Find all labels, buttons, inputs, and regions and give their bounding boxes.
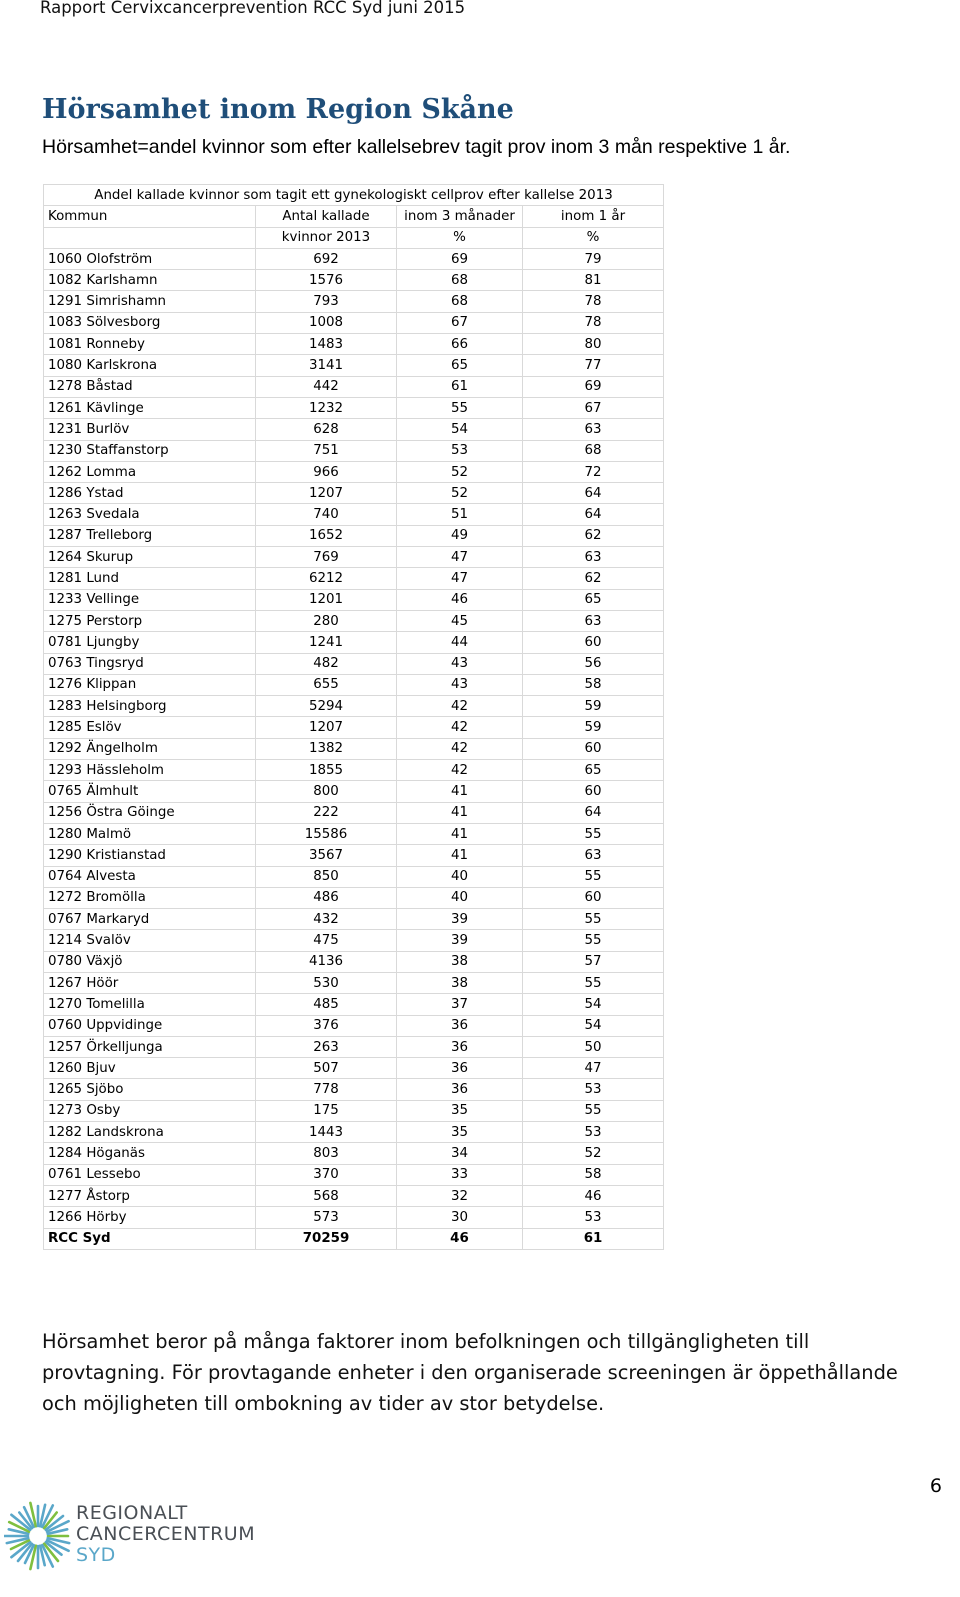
antal-kallade-cell: 222 — [256, 802, 397, 823]
kommun-cell: 1275 Perstorp — [44, 610, 256, 631]
kommun-cell: 1283 Helsingborg — [44, 696, 256, 717]
inom-3-manader-cell: 36 — [397, 1058, 523, 1079]
antal-kallade-cell: 475 — [256, 930, 397, 951]
antal-kallade-cell: 1576 — [256, 270, 397, 291]
inom-3-manader-cell: 37 — [397, 994, 523, 1015]
inom-1-ar-cell: 53 — [523, 1079, 664, 1100]
page-title: Hörsamhet inom Region Skåne — [42, 94, 514, 125]
table-row — [44, 1164, 664, 1185]
kommun-cell: 0761 Lessebo — [44, 1164, 256, 1185]
table-row — [44, 632, 664, 653]
inom-3-manader-cell: 34 — [397, 1143, 523, 1164]
inom-3-manader-cell: 43 — [397, 653, 523, 674]
kommun-cell: 1285 Eslöv — [44, 717, 256, 738]
table-row — [44, 504, 664, 525]
inom-3-manader-cell: 49 — [397, 525, 523, 546]
antal-kallade-cell: 573 — [256, 1207, 397, 1228]
inom-1-ar-cell: 55 — [523, 866, 664, 887]
inom-3-manader-cell: 41 — [397, 823, 523, 844]
inom-3-manader-cell: 43 — [397, 674, 523, 695]
table-caption: Andel kallade kvinnor som tagit ett gynekologiskt cellprov efter kallelse 2013 — [44, 185, 664, 206]
column-subheader-kvinnor: kvinnor 2013 — [256, 227, 397, 248]
inom-1-ar-cell: 60 — [523, 632, 664, 653]
antal-kallade-cell: 850 — [256, 866, 397, 887]
antal-kallade-cell: 1232 — [256, 397, 397, 418]
table-row — [44, 760, 664, 781]
inom-1-ar-cell: 62 — [523, 525, 664, 546]
page-number: 6 — [929, 1475, 942, 1497]
antal-kallade-cell: 751 — [256, 440, 397, 461]
kommun-cell: 0763 Tingsryd — [44, 653, 256, 674]
table-row — [44, 1100, 664, 1121]
table-row — [44, 1036, 664, 1057]
column-subheader-percent-3m: % — [397, 227, 523, 248]
table-caption-row — [44, 185, 664, 206]
antal-kallade-cell: 3141 — [256, 355, 397, 376]
kommun-cell: 1278 Båstad — [44, 376, 256, 397]
kommun-cell: 1262 Lomma — [44, 461, 256, 482]
inom-1-ar-cell: 81 — [523, 270, 664, 291]
kommun-cell: 0767 Markaryd — [44, 909, 256, 930]
inom-1-ar-cell: 55 — [523, 909, 664, 930]
inom-3-manader-cell: 51 — [397, 504, 523, 525]
table-row — [44, 461, 664, 482]
kommun-cell: 1281 Lund — [44, 568, 256, 589]
antal-kallade-cell: 280 — [256, 610, 397, 631]
table-row — [44, 845, 664, 866]
inom-1-ar-cell: 58 — [523, 674, 664, 695]
inom-3-manader-cell: 35 — [397, 1122, 523, 1143]
antal-kallade-cell: 432 — [256, 909, 397, 930]
antal-kallade-cell: 486 — [256, 887, 397, 908]
table-row — [44, 930, 664, 951]
inom-3-manader-cell: 42 — [397, 696, 523, 717]
table-row — [44, 568, 664, 589]
inom-3-manader-cell: 41 — [397, 781, 523, 802]
kommun-cell: 1290 Kristianstad — [44, 845, 256, 866]
inom-3-manader-cell: 30 — [397, 1207, 523, 1228]
table-row — [44, 291, 664, 312]
table-row — [44, 376, 664, 397]
logo-text — [76, 1503, 255, 1566]
inom-1-ar-cell: 67 — [523, 397, 664, 418]
kommun-cell: 1293 Hässleholm — [44, 760, 256, 781]
kommun-cell: 1284 Höganäs — [44, 1143, 256, 1164]
inom-1-ar-cell: 80 — [523, 334, 664, 355]
inom-1-ar-cell: 63 — [523, 419, 664, 440]
inom-1-ar-cell: 65 — [523, 589, 664, 610]
kommun-cell: 1260 Bjuv — [44, 1058, 256, 1079]
inom-1-ar-cell: 56 — [523, 653, 664, 674]
inom-3-manader-cell: 33 — [397, 1164, 523, 1185]
inom-1-ar-cell: 47 — [523, 1058, 664, 1079]
table-row — [44, 823, 664, 844]
inom-1-ar-cell: 64 — [523, 802, 664, 823]
antal-kallade-cell: 1382 — [256, 738, 397, 759]
inom-1-ar-cell: 77 — [523, 355, 664, 376]
table-row — [44, 334, 664, 355]
antal-kallade-cell: 15586 — [256, 823, 397, 844]
inom-1-ar-cell: 59 — [523, 696, 664, 717]
antal-kallade-cell: 655 — [256, 674, 397, 695]
table-header-row — [44, 206, 664, 227]
inom-1-ar-cell: 50 — [523, 1036, 664, 1057]
inom-3-manader-cell: 52 — [397, 461, 523, 482]
inom-1-ar-cell: 55 — [523, 1100, 664, 1121]
kommun-cell: 1266 Hörby — [44, 1207, 256, 1228]
kommun-cell: 1286 Ystad — [44, 483, 256, 504]
kommun-cell: 1257 Örkelljunga — [44, 1036, 256, 1057]
antal-kallade-cell: 803 — [256, 1143, 397, 1164]
body-note: Hörsamhet beror på många faktorer inom befolkningen och tillgängligheten till provtagning. För provtagande enheter i den organiserade screeningen är öppethållande och möjligheten till ombokning av tider av stor betydelse. — [42, 1330, 898, 1415]
inom-1-ar-cell: 64 — [523, 483, 664, 504]
table-row — [44, 312, 664, 333]
inom-3-manader-cell: 67 — [397, 312, 523, 333]
antal-kallade-cell: 6212 — [256, 568, 397, 589]
kommun-cell: 0781 Ljungby — [44, 632, 256, 653]
table-row — [44, 483, 664, 504]
inom-1-ar-cell: 64 — [523, 504, 664, 525]
compliance-table — [43, 184, 664, 1250]
kommun-cell: 1264 Skurup — [44, 547, 256, 568]
table-total-row — [44, 1228, 664, 1249]
column-header-antal-kallade: Antal kallade — [256, 206, 397, 227]
inom-1-ar-cell: 60 — [523, 781, 664, 802]
inom-3-manader-cell: 35 — [397, 1100, 523, 1121]
inom-3-manader-cell: 46 — [397, 589, 523, 610]
kommun-cell: 1291 Simrishamn — [44, 291, 256, 312]
antal-kallade-cell: 175 — [256, 1100, 397, 1121]
running-header: Rapport Cervixcancerprevention RCC Syd juni 2015 — [40, 0, 466, 17]
inom-3-manader-cell: 40 — [397, 887, 523, 908]
kommun-cell: 1214 Svalöv — [44, 930, 256, 951]
inom-1-ar-cell: 58 — [523, 1164, 664, 1185]
page-subtitle: Hörsamhet=andel kvinnor som efter kallelsebrev tagit prov inom 3 mån respektive 1 år. — [42, 136, 791, 158]
inom-3-manader-cell: 42 — [397, 717, 523, 738]
antal-kallade-cell: 442 — [256, 376, 397, 397]
table-row — [44, 887, 664, 908]
inom-3-manader-cell: 52 — [397, 483, 523, 504]
inom-3-manader-cell: 47 — [397, 547, 523, 568]
table-row — [44, 547, 664, 568]
total-label: RCC Syd — [44, 1228, 256, 1249]
kommun-cell: 0780 Växjö — [44, 951, 256, 972]
table-row — [44, 1122, 664, 1143]
antal-kallade-cell: 4136 — [256, 951, 397, 972]
antal-kallade-cell: 966 — [256, 461, 397, 482]
antal-kallade-cell: 5294 — [256, 696, 397, 717]
inom-3-manader-cell: 32 — [397, 1185, 523, 1206]
column-header-inom-1-ar: inom 1 år — [523, 206, 664, 227]
inom-3-manader-cell: 44 — [397, 632, 523, 653]
inom-3-manader-cell: 42 — [397, 760, 523, 781]
antal-kallade-cell: 1241 — [256, 632, 397, 653]
inom-1-ar-cell: 63 — [523, 845, 664, 866]
inom-1-ar-cell: 78 — [523, 312, 664, 333]
inom-1-ar-cell: 63 — [523, 610, 664, 631]
table-row — [44, 397, 664, 418]
inom-3-manader-cell: 36 — [397, 1015, 523, 1036]
inom-3-manader-cell: 38 — [397, 951, 523, 972]
table-row — [44, 419, 664, 440]
antal-kallade-cell: 568 — [256, 1185, 397, 1206]
inom-3-manader-cell: 66 — [397, 334, 523, 355]
logo-line-3: SYD — [76, 1544, 116, 1566]
inom-1-ar-cell: 68 — [523, 440, 664, 461]
inom-1-ar-cell: 79 — [523, 248, 664, 269]
table-row — [44, 525, 664, 546]
antal-kallade-cell: 778 — [256, 1079, 397, 1100]
kommun-cell: 1263 Svedala — [44, 504, 256, 525]
kommun-cell: 1233 Vellinge — [44, 589, 256, 610]
antal-kallade-cell: 482 — [256, 653, 397, 674]
kommun-cell: 1060 Olofström — [44, 248, 256, 269]
table-header-row-2 — [44, 227, 664, 248]
table-row — [44, 440, 664, 461]
kommun-cell: 1261 Kävlinge — [44, 397, 256, 418]
inom-1-ar-cell: 57 — [523, 951, 664, 972]
antal-kallade-cell: 800 — [256, 781, 397, 802]
inom-3-manader-cell: 61 — [397, 376, 523, 397]
kommun-cell: 0764 Alvesta — [44, 866, 256, 887]
table-row — [44, 696, 664, 717]
table-row — [44, 610, 664, 631]
antal-kallade-cell: 793 — [256, 291, 397, 312]
antal-kallade-cell: 530 — [256, 972, 397, 993]
total-3-manader: 46 — [397, 1228, 523, 1249]
antal-kallade-cell: 370 — [256, 1164, 397, 1185]
kommun-cell: 1265 Sjöbo — [44, 1079, 256, 1100]
inom-3-manader-cell: 40 — [397, 866, 523, 887]
table-row — [44, 717, 664, 738]
inom-3-manader-cell: 39 — [397, 909, 523, 930]
column-subheader-kommun — [44, 227, 256, 248]
table-row — [44, 674, 664, 695]
kommun-cell: 1081 Ronneby — [44, 334, 256, 355]
antal-kallade-cell: 692 — [256, 248, 397, 269]
inom-3-manader-cell: 68 — [397, 291, 523, 312]
antal-kallade-cell: 1855 — [256, 760, 397, 781]
kommun-cell: 1276 Klippan — [44, 674, 256, 695]
inom-3-manader-cell: 36 — [397, 1036, 523, 1057]
table-row — [44, 653, 664, 674]
kommun-cell: 1287 Trelleborg — [44, 525, 256, 546]
table-row — [44, 1185, 664, 1206]
column-header-inom-3-manader: inom 3 månader — [397, 206, 523, 227]
inom-1-ar-cell: 55 — [523, 972, 664, 993]
inom-1-ar-cell: 63 — [523, 547, 664, 568]
antal-kallade-cell: 1207 — [256, 717, 397, 738]
kommun-cell: 1282 Landskrona — [44, 1122, 256, 1143]
inom-3-manader-cell: 42 — [397, 738, 523, 759]
antal-kallade-cell: 485 — [256, 994, 397, 1015]
inom-1-ar-cell: 46 — [523, 1185, 664, 1206]
kommun-cell: 1277 Åstorp — [44, 1185, 256, 1206]
inom-3-manader-cell: 54 — [397, 419, 523, 440]
inom-1-ar-cell: 52 — [523, 1143, 664, 1164]
kommun-cell: 1256 Östra Göinge — [44, 802, 256, 823]
antal-kallade-cell: 1207 — [256, 483, 397, 504]
table-row — [44, 866, 664, 887]
kommun-cell: 1292 Ängelholm — [44, 738, 256, 759]
inom-1-ar-cell: 55 — [523, 823, 664, 844]
inom-1-ar-cell: 59 — [523, 717, 664, 738]
table-row — [44, 781, 664, 802]
table-row — [44, 355, 664, 376]
inom-1-ar-cell: 54 — [523, 994, 664, 1015]
inom-3-manader-cell: 38 — [397, 972, 523, 993]
antal-kallade-cell: 628 — [256, 419, 397, 440]
antal-kallade-cell: 769 — [256, 547, 397, 568]
inom-3-manader-cell: 39 — [397, 930, 523, 951]
kommun-cell: 1230 Staffanstorp — [44, 440, 256, 461]
total-1-ar: 61 — [523, 1228, 664, 1249]
antal-kallade-cell: 1483 — [256, 334, 397, 355]
column-subheader-percent-1y: % — [523, 227, 664, 248]
antal-kallade-cell: 740 — [256, 504, 397, 525]
inom-3-manader-cell: 68 — [397, 270, 523, 291]
antal-kallade-cell: 3567 — [256, 845, 397, 866]
inom-3-manader-cell: 41 — [397, 845, 523, 866]
kommun-cell: 0760 Uppvidinge — [44, 1015, 256, 1036]
antal-kallade-cell: 1443 — [256, 1122, 397, 1143]
antal-kallade-cell: 263 — [256, 1036, 397, 1057]
kommun-cell: 1231 Burlöv — [44, 419, 256, 440]
inom-3-manader-cell: 41 — [397, 802, 523, 823]
inom-3-manader-cell: 55 — [397, 397, 523, 418]
inom-3-manader-cell: 47 — [397, 568, 523, 589]
table-row — [44, 1058, 664, 1079]
kommun-cell: 1267 Höör — [44, 972, 256, 993]
table-row — [44, 802, 664, 823]
inom-1-ar-cell: 78 — [523, 291, 664, 312]
inom-1-ar-cell: 54 — [523, 1015, 664, 1036]
inom-3-manader-cell: 36 — [397, 1079, 523, 1100]
inom-1-ar-cell: 60 — [523, 887, 664, 908]
table-row — [44, 994, 664, 1015]
inom-1-ar-cell: 53 — [523, 1122, 664, 1143]
inom-1-ar-cell: 65 — [523, 760, 664, 781]
kommun-cell: 0765 Älmhult — [44, 781, 256, 802]
table-row — [44, 1207, 664, 1228]
antal-kallade-cell: 507 — [256, 1058, 397, 1079]
inom-3-manader-cell: 65 — [397, 355, 523, 376]
table-row — [44, 909, 664, 930]
inom-1-ar-cell: 62 — [523, 568, 664, 589]
table-row — [44, 589, 664, 610]
inom-3-manader-cell: 69 — [397, 248, 523, 269]
table-row — [44, 270, 664, 291]
table-row — [44, 972, 664, 993]
inom-1-ar-cell: 72 — [523, 461, 664, 482]
antal-kallade-cell: 376 — [256, 1015, 397, 1036]
logo-line-1: REGIONALT — [76, 1502, 188, 1524]
inom-3-manader-cell: 45 — [397, 610, 523, 631]
table-row — [44, 1143, 664, 1164]
antal-kallade-cell: 1652 — [256, 525, 397, 546]
inom-1-ar-cell: 55 — [523, 930, 664, 951]
logo-line-2: CANCERCENTRUM — [76, 1523, 256, 1545]
inom-1-ar-cell: 69 — [523, 376, 664, 397]
kommun-cell: 1080 Karlskrona — [44, 355, 256, 376]
antal-kallade-cell: 1008 — [256, 312, 397, 333]
inom-3-manader-cell: 53 — [397, 440, 523, 461]
kommun-cell: 1272 Bromölla — [44, 887, 256, 908]
total-antal: 70259 — [256, 1228, 397, 1249]
kommun-cell: 1280 Malmö — [44, 823, 256, 844]
table-row — [44, 951, 664, 972]
inom-1-ar-cell: 53 — [523, 1207, 664, 1228]
table-row — [44, 738, 664, 759]
table-row — [44, 1015, 664, 1036]
inom-1-ar-cell: 60 — [523, 738, 664, 759]
kommun-cell: 1270 Tomelilla — [44, 994, 256, 1015]
table-row — [44, 248, 664, 269]
kommun-cell: 1083 Sölvesborg — [44, 312, 256, 333]
antal-kallade-cell: 1201 — [256, 589, 397, 610]
kommun-cell: 1082 Karlshamn — [44, 270, 256, 291]
column-header-kommun: Kommun — [44, 206, 256, 227]
table-row — [44, 1079, 664, 1100]
kommun-cell: 1273 Osby — [44, 1100, 256, 1121]
